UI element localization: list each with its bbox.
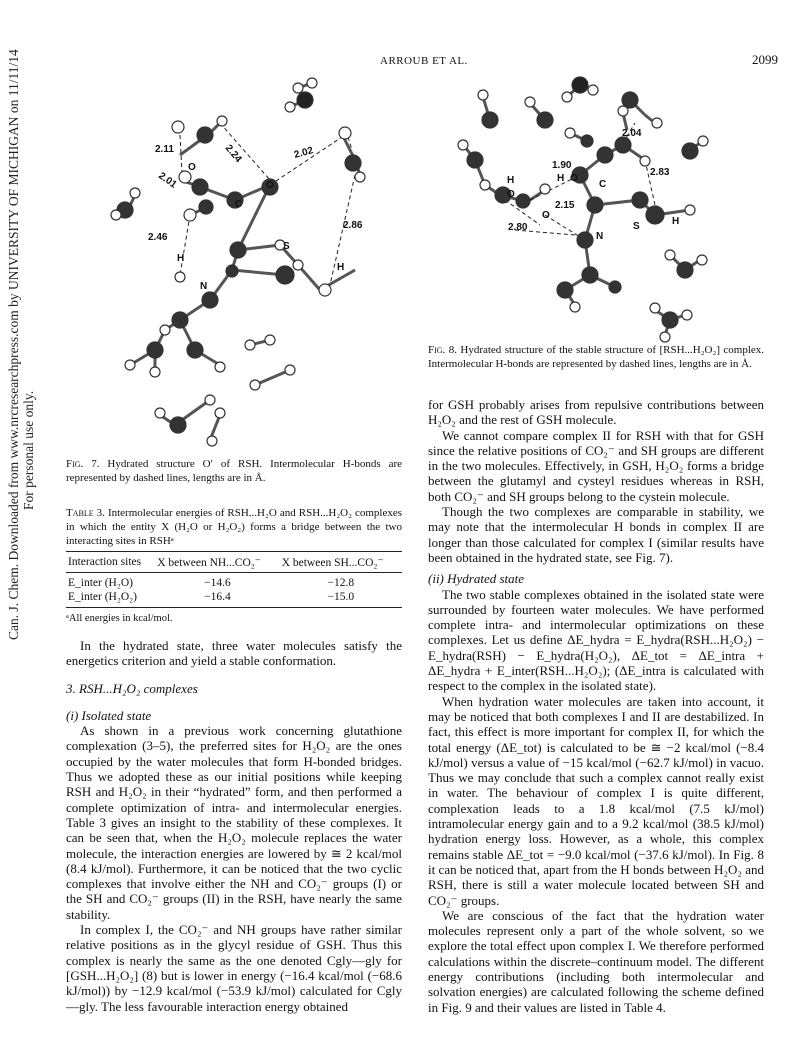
table3-caption — [66, 506, 402, 548]
fig8-caption-text: Hydrated structure of the stable structure of [RSH...H₂O₂] complex. Intermolecular H-bonds are represented by dashed lines, lengths are in Å. — [428, 344, 765, 370]
subsection-heading: (ii) Hydrated state — [428, 571, 525, 587]
table3-header-nh: X between NH...CO₂⁻ — [155, 552, 280, 573]
paragraph: Though the two complexes are comparable in stability, we may note that the intermolecular H bonds in complex II are longer than those calculated for complex I (similar results have been obtained in the hydrated state, see Fig. 7). — [428, 504, 764, 565]
right-column-text — [428, 397, 764, 1015]
fig7-atom-o2: O — [266, 180, 274, 191]
fig8-atom-c: C — [599, 179, 607, 190]
fig8-atom-h3: H — [672, 216, 680, 227]
table3-cell: −12.8 — [327, 577, 355, 589]
running-title: ARROUB ET AL. — [380, 55, 468, 67]
fig7-label-211: 2.11 — [155, 144, 174, 155]
fig7-caption-text: Hydrated structure O′ of RSH. Intermolecular H-bonds are represented by dashed lines, lengths are in Å. — [66, 458, 402, 484]
watermark-line-2: For personal use only. — [21, 390, 36, 510]
fig7-label-224: 2.24 — [222, 142, 244, 165]
fig8-label-204: 2.04 — [622, 128, 642, 139]
page-number: 2099 — [752, 52, 778, 67]
fig8-label-280: 2.80 — [508, 222, 528, 233]
table3 — [66, 551, 402, 624]
fig7-atom-n: N — [200, 281, 208, 292]
paragraph: for GSH probably arises from repulsive contributions between H₂O₂ and the rest of GSH molecule. — [428, 397, 764, 428]
fig7-atom-h1: H — [177, 253, 185, 264]
table3-header-sites: Interaction sites — [66, 552, 155, 573]
table3-cell: −16.4 — [155, 590, 280, 608]
table3-footnote: ᵃAll energies in kcal/mol. — [66, 613, 173, 624]
fig7-label-286: 2.86 — [343, 220, 363, 231]
fig8-atom-o3: O — [542, 210, 550, 221]
fig7-molecule-diagram — [100, 75, 410, 465]
table3-cell: −14.6 — [204, 577, 231, 589]
fig8-atom-h1: H — [507, 175, 515, 186]
download-watermark — [6, 49, 36, 640]
fig8-atom-h2: H — [557, 173, 565, 184]
fig8-label-215: 2.15 — [555, 200, 575, 211]
fig7-atom-s: S — [283, 241, 290, 252]
fig7-atom-h2: H — [337, 262, 345, 273]
fig8-atom-o2: O — [507, 189, 515, 200]
paragraph: As shown in a previous work concerning glutathione complexation (3–5), the preferred sites for H₂O₂ are the ones occupied by the water molecules that form H-bonded bridges. Thus we adopted these as our initial positions while keeping RSH and H₂O₂ in their “hydrated” form, and then performed a complete optimization of intra- and intermolecular energies. Table 3 gives an insight to the stability of these complexes. It can be seen that, when the H₂O₂ molecule replaces the water molecule, the interaction energies are lowered by ≅ 2 kcal/mol (8.4 kJ/mol). Furthermore, it can be noticed that the two cyclic complexes that involve either the NH and CO₂⁻ groups (I) or the SH and CO₂⁻ groups (II) in the RSH, have nearly the same stability. — [66, 723, 402, 922]
fig7-atom-o1: O — [188, 162, 196, 173]
fig8-atom-n: N — [596, 231, 604, 242]
paragraph: We cannot compare complex II for RSH with that for GSH since the relative positions of CO₂⁻ and SH groups are different in the two molecules. Effectively, in GSH, H₂O₂ forms a bridge between the glutamyl and cysteyl residues whereas in RSH, both CO₂⁻ and SH groups belong to the cystein molecule. — [428, 427, 764, 504]
fig8-caption — [428, 343, 764, 371]
subsection-heading: (i) Isolated state — [66, 707, 152, 723]
fig8-label-283: 2.83 — [650, 167, 670, 178]
table3-caption-text: Intermolecular energies of RSH...H₂O and RSH...H₂O₂ complexes in which the entity X (H₂O or H₂O₂) forms a bridge between the two interacting sites in RSHᵃ — [66, 507, 403, 547]
table3-caption-label: Table 3. — [66, 507, 105, 519]
fig8-atom-o1: O — [570, 173, 578, 184]
fig8-molecule-diagram — [445, 75, 745, 350]
table3-cell: E_inter (H₂O₂) — [66, 590, 155, 608]
fig8-caption-label: Fig. 8. — [428, 344, 457, 356]
paragraph: When hydration water molecules are taken into account, it may be noticed that both complexes I and II are destabilized. In fact, this effect is more important for complex II, for which the total energy (ΔE_tot) is calculated to be ≅ −2 kcal/mol (−8.4 kJ/mol) versus a value of −15 kcal/mol (−62.7 kJ/mol) in vacuo. Thus we may conclude that such a complex cannot really exist in water. The behaviour of complex I is quite different, complexation leads to a 1.8 kcal/mol (7.5 kJ/mol) intramolecular energy gain and to a 9.2 kcal/mol (38.5 kJ/mol) hydration energy loss. However, as a whole, this complex remains stable ΔE_tot = −9.0 kcal/mol (−37.6 kJ/mol). In Fig. 8 it can be noticed that, apart from the H bonds between H₂O₂ and RSH, there is still a water molecule located between SH and CO₂⁻ groups. — [428, 693, 764, 908]
table3-header-sh: X between SH...CO₂⁻ — [280, 552, 402, 573]
fig7-label-246: 2.46 — [148, 232, 168, 243]
watermark-line-1: Can. J. Chem. Downloaded from www.nrcresearchpress.com by UNIVERSITY OF MICHIGAN on 11/11/14 — [6, 49, 21, 640]
fig8-label-190: 1.90 — [552, 160, 572, 171]
fig7-label-202: 2.02 — [292, 145, 315, 161]
paragraph: We are conscious of the fact that the hydration water molecules represent only a part of the whole solvent, so we explore the total effect upon complex I. We therefore performed calculations within the discrete–continuum model. The different energy contributions (including both intermolecular and solvation energies) are calculated following the scheme defined in Fig. 9 and their values are listed in Table 4. — [428, 907, 764, 1015]
left-column-text — [66, 638, 402, 1014]
paragraph: In the hydrated state, three water molecules satisfy the energetics criterion and yield a stable conformation. — [66, 638, 402, 669]
fig8-atom-s: S — [633, 221, 640, 232]
fig7-caption-label: Fig. 7. — [66, 458, 100, 470]
paragraph: In complex I, the CO₂⁻ and NH groups have rather similar relative positions as in the glycyl residue of GSH. Thus this complex is nearly the same as the one denoted Cgly—gly for [GSH...H₂O₂] (8) but is lower in energy (−16.4 kcal/mol (−68.6 kJ/mol)) by −12.9 kcal/mol (−53.9 kJ/mol) calculated for Cgly—gly. The less favourable interaction energy obtained — [66, 922, 402, 1014]
section-heading: 3. RSH...H₂O₂ complexes — [66, 680, 198, 696]
table3-cell: E_inter (H₂O) — [68, 577, 134, 589]
paragraph: The two stable complexes obtained in the isolated state were surrounded by fourteen water molecules. We have performed complete intra- and intermolecular optimizations on these complexes. Let us define ΔE_hydra = E_hydra(RSH...H₂O₂) − E_hydra(RSH) − E_hydra(H₂O₂), ΔE_tot = ΔE_intra + ΔE_hydra + E_inter(RSH...H₂O₂); (ΔE_intra is calculated with respect to the complex in the isolated state). — [428, 586, 764, 694]
fig7-label-201: 2.01 — [156, 170, 179, 191]
fig7-caption — [66, 457, 402, 485]
fig7-atom-c: C — [235, 199, 243, 210]
table3-cell: −15.0 — [280, 590, 402, 608]
